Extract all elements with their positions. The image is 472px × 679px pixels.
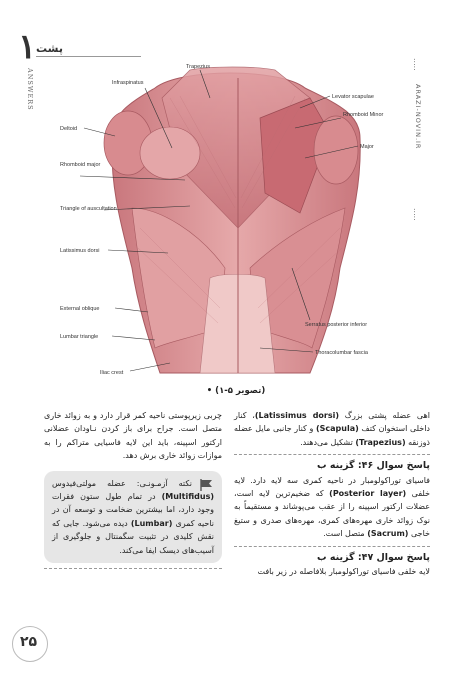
side-dots-bottom: ..... — [412, 208, 421, 221]
answer-46-text: فاسیای توراکولومبار در ناحیه کمری سه لایه دارد. لایه خلفی (Posterior layer) که ضخیم‌ترین لایه است، عضلات ارکتور اسپینه را از عقب می‌پوشاند و مستقیماً به نوک زوائد خاری مهره‌های کمری، مهره‌های صدری و ستیغ خاجی (Sacrum) متصل است. — [234, 475, 430, 539]
label-trapezius: Trapezius — [186, 64, 210, 70]
label-major: Major — [360, 144, 374, 150]
label-iliac-crest: Iliac crest — [100, 370, 124, 376]
answer-46-heading: پاسخ سوال ۴۶: گزینه ب — [317, 460, 430, 472]
label-rhomboid-major: Rhomboid major — [60, 162, 101, 168]
exam-note-box — [44, 471, 222, 563]
label-levator-scapulae: Levator scapulae — [332, 94, 374, 100]
chapter-title: پشت — [36, 42, 63, 55]
label-serratus-posterior-inferior: Serratus posterior inferior — [305, 322, 368, 328]
shoulder-right — [314, 116, 358, 184]
caption-bullet: • — [206, 386, 216, 396]
label-deltoid: Deltoid — [60, 126, 78, 132]
side-website-text: ARAZI-NOVIN.IR — [414, 84, 422, 150]
exam-note-text: نکته آزمـونـی: عضله مولتی‌فیدوس (Multifidus) در تمام طول ستون فقرات وجود دارد، اما بیشترین ضخامت و توسعه آن در ناحیه کمری (Lumbar) دیده می‌شود. جایی که نقش کلیدی در تثبیت سگمنتال و جلوگیری از آسیب‌های دیسک ایفا می‌کند. — [52, 478, 214, 555]
infraspinatus-left — [140, 127, 200, 179]
label-external-oblique: External oblique — [60, 306, 100, 312]
section-divider — [44, 568, 222, 569]
label-latissimus-dorsi: Latissimus dorsi — [60, 248, 100, 254]
side-label-website — [408, 58, 428, 248]
chapter-number: ۱ — [18, 27, 37, 67]
answer-47-text: لایه خلفی فاسیای توراکولومبار بلافاصله در زیر بافت — [257, 567, 430, 577]
section-divider — [234, 454, 430, 455]
label-thoracolumbar-fascia: Thoracolumbar fascia — [315, 350, 368, 356]
answer-47-heading: پاسخ سوال ۴۷: گزینه ب — [317, 551, 430, 563]
header-rule — [36, 56, 141, 57]
paragraph-continued: چربی زیرپوستی ناحیه کمر قرار دارد و به زوائد خاری متصل است. جراح برای باز کردن نـاودان عضلانی ارکتور اسپینه، باید این لایه فاسیایی متراکم را به موازات زوائد خاری برش دهد. — [44, 411, 222, 461]
right-text-column — [234, 409, 430, 578]
page-number: ۲۵ — [20, 634, 38, 650]
figure-caption: • (تصویر ۵-۱) — [206, 386, 266, 396]
back-muscles-illustration — [60, 58, 405, 380]
side-dots-top: ..... — [412, 58, 421, 71]
label-lumbar-triangle: Lumbar triangle — [60, 334, 99, 340]
left-text-column — [44, 409, 222, 572]
label-infraspinatus: Infraspinatus — [112, 80, 144, 86]
label-triangle-of-auscultation: Triangle of auscultation — [60, 206, 117, 212]
section-divider — [234, 546, 430, 547]
side-label-answers: ANSWERS — [26, 68, 34, 111]
flag-icon — [200, 479, 214, 491]
label-rhomboid-minor: Rhomboid Minor — [343, 112, 384, 118]
paragraph-intro: اهی عضله پشتی بزرگ (Latissimus dorsi)، کنار داخلی استخوان کتف (Scapula) و کنار جانبی مایل عضله ذوزنقه (Trapezius) تشکیل می‌دهند. — [234, 411, 430, 447]
